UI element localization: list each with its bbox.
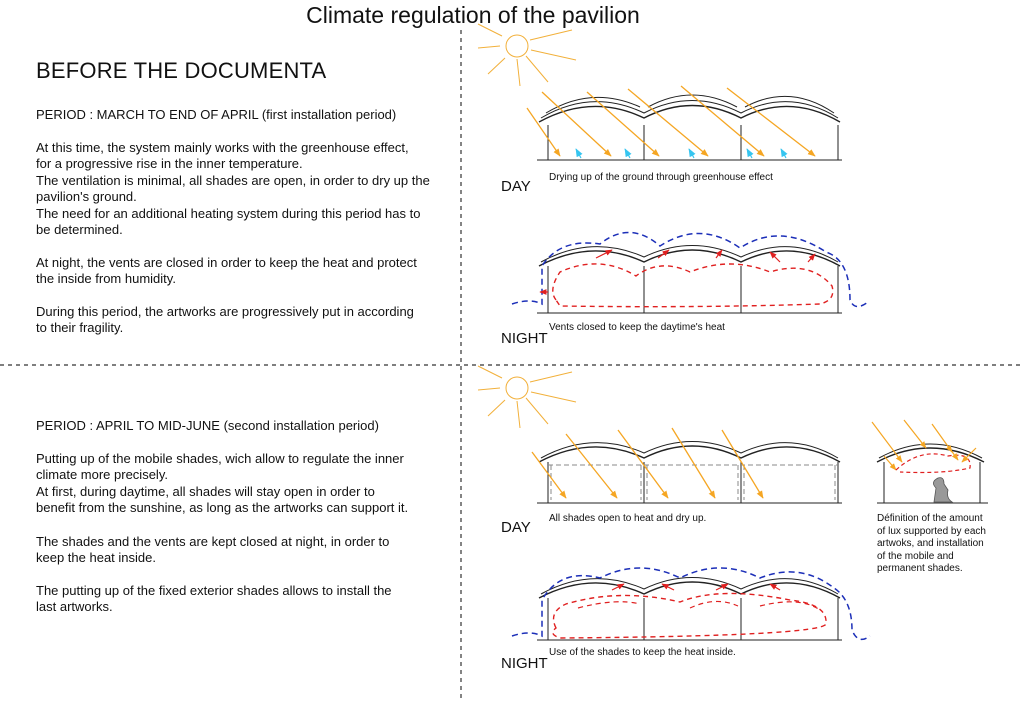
bottom-night-label: NIGHT — [501, 655, 548, 672]
warm-air-arrow — [612, 584, 780, 590]
period2-label: PERIOD : APRIL TO MID-JUNE (second installation period) — [36, 418, 379, 433]
period2-paragraph-2: The shades and the vents are kept closed at night, in order to keep the heat inside. — [36, 534, 390, 566]
warm-air-flow — [896, 454, 970, 473]
period1-paragraph-3: During this period, the artworks are progressively put in according to their fragility. — [36, 304, 414, 336]
bottom-day-label: DAY — [501, 519, 531, 536]
warm-air-flow — [553, 264, 833, 307]
warm-air-flow — [553, 593, 826, 638]
top-day-caption: Drying up of the ground through greenhouse effect — [549, 172, 773, 183]
top-night-caption: Vents closed to keep the daytime's heat — [549, 322, 725, 333]
sun-ray — [527, 86, 815, 156]
sun-icon — [478, 24, 576, 86]
bottom-night-caption: Use of the shades to keep the heat inside. — [549, 647, 736, 658]
period1-paragraph-2: At night, the vents are closed in order to keep the heat and protect the inside from humidity. — [36, 255, 417, 287]
bottom-day-caption: All shades open to heat and dry up. — [549, 513, 707, 524]
period1-label: PERIOD : MARCH TO END OF APRIL (first installation period) — [36, 107, 397, 122]
period2-paragraph-3: The putting up of the fixed exterior shades allows to install the last artworks. — [36, 583, 392, 615]
section-heading: BEFORE THE DOCUMENTA — [36, 58, 327, 83]
top-day-label: DAY — [501, 178, 531, 195]
mobile-shade — [548, 465, 838, 500]
period1-paragraph-1: At this time, the system mainly works with the greenhouse effect, for a progressive rise in the inner temperature. The ventilation is minimal, all shades are open, in order to dry up the pavilion's ground. The need for an additional heating system during this period has to be determined. — [36, 140, 430, 238]
warm-air-flow — [578, 601, 820, 610]
pavilion-structure — [537, 442, 842, 504]
detail-caption: Définition of the amount of lux supported by each artwoks, and installation of the mobile and permanent shades. — [877, 513, 986, 574]
period2-paragraph-1: Putting up of the mobile shades, wich allow to regulate the inner climate more precisely. At first, during daytime, all shades will stay open in order to benefit from the sunshine, as long as the artworks can support it. — [36, 451, 409, 516]
sun-ray — [532, 428, 763, 498]
pavilion-structure — [537, 246, 842, 314]
sun-icon — [478, 366, 576, 428]
page-title: Climate regulation of the pavilion — [306, 2, 640, 28]
top-night-label: NIGHT — [501, 330, 548, 347]
artwork-sculpture — [933, 478, 952, 502]
